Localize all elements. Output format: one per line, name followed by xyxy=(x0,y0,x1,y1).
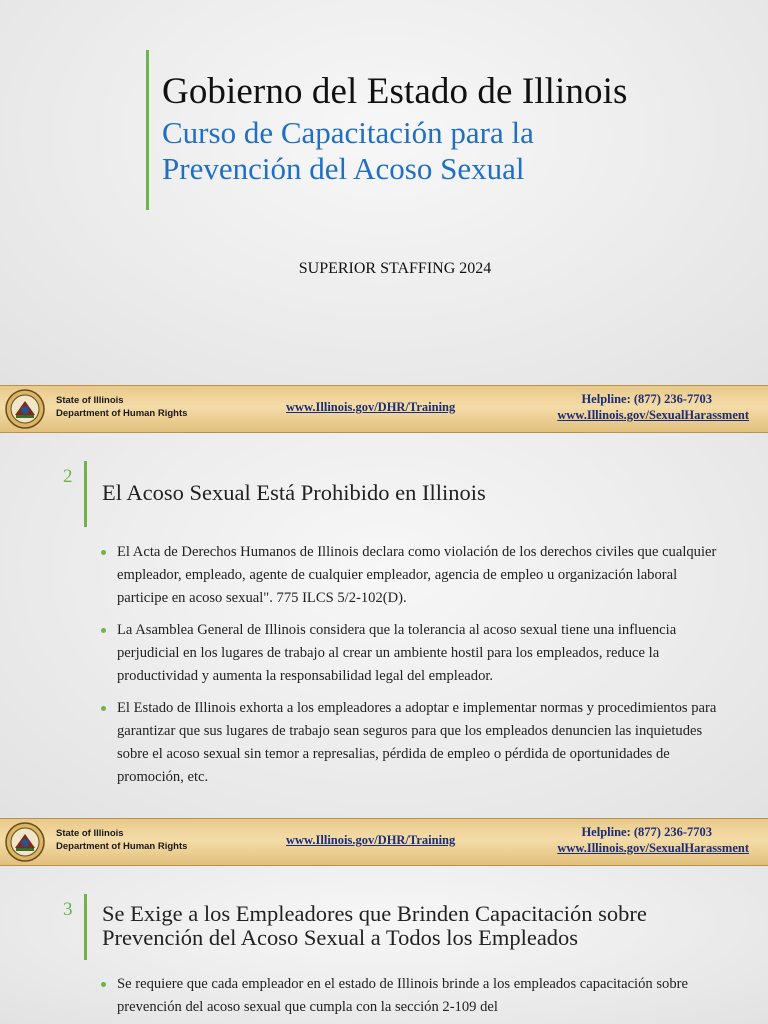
org-line-1: State of Illinois xyxy=(56,395,124,406)
bullet-list xyxy=(101,973,721,1024)
list-item: El Acta de Derechos Humanos de Illinois declara como violación de los derechos civiles que cualquier empleador, empleado, agente de cualquier empleador, agencia de empleo u organización laboral participe en acoso sexual". 775 ILCS 5/2-102(D). xyxy=(101,541,721,610)
dhr-footer-banner xyxy=(0,385,768,433)
training-link[interactable]: www.Illinois.gov/DHR/Training xyxy=(286,400,456,414)
org-line-2: Department of Human Rights xyxy=(56,408,188,419)
slide-title xyxy=(102,481,486,505)
org-name xyxy=(56,827,187,853)
slide-title xyxy=(102,902,647,950)
title-accent-bar xyxy=(146,50,149,210)
sexual-harassment-link[interactable]: www.Illinois.gov/SexualHarassment xyxy=(557,841,749,855)
illinois-seal-icon xyxy=(5,822,45,862)
title-slide xyxy=(0,0,768,385)
title-accent-bar xyxy=(84,894,87,960)
title-accent-bar xyxy=(84,461,87,527)
subtitle-line-1: Curso de Capacitación para la xyxy=(162,115,534,150)
org-name xyxy=(56,394,187,420)
slide-number: 3 xyxy=(63,899,73,920)
slide-title-line-2: Prevención del Acoso Sexual a Todos los Empleados xyxy=(102,925,579,950)
list-item: La Asamblea General de Illinois considera que la tolerancia al acoso sexual tiene una influencia perjudicial en los lugares de trabajo al crear un ambiente hostil para los empleados, reduce la productividad y aumenta la responsabilidad legal del empleador. xyxy=(101,619,721,688)
slide-title: Gobierno del Estado de Illinois xyxy=(162,71,628,112)
content-slide-3 xyxy=(0,866,768,1024)
org-line-2: Department of Human Rights xyxy=(56,841,188,852)
helpline-text: Helpline: (877) 236-7703 xyxy=(581,825,712,839)
list-item: Se requiere que cada empleador en el estado de Illinois brinde a los empleados capacitación sobre prevención del acoso sexual que cumpla con la sección 2-109 del xyxy=(101,973,721,1019)
company-name: SUPERIOR STAFFING 2024 xyxy=(298,260,492,277)
bullet-list xyxy=(101,541,721,798)
training-link[interactable]: www.Illinois.gov/DHR/Training xyxy=(286,833,456,847)
dhr-footer-banner xyxy=(0,818,768,866)
slide-title-line-1: Se Exige a los Empleadores que Brinden Capacitación sobre xyxy=(102,901,647,926)
illinois-seal-icon xyxy=(5,389,45,429)
slide-subtitle xyxy=(162,115,534,187)
helpline-text: Helpline: (877) 236-7703 xyxy=(581,392,712,406)
content-slide-2 xyxy=(0,433,768,818)
sexual-harassment-link[interactable]: www.Illinois.gov/SexualHarassment xyxy=(557,408,749,422)
list-item: El Estado de Illinois exhorta a los empleadores a adoptar e implementar normas y procedimientos para garantizar que sus lugares de trabajo sean seguros para que los empleados denuncien las inquietudes sobre el acoso sexual sin temor a represalias, pérdida de empleo o pérdida de oportunidades de promoción, etc. xyxy=(101,697,721,789)
org-line-1: State of Illinois xyxy=(56,828,124,839)
subtitle-line-2: Prevención del Acoso Sexual xyxy=(162,151,525,186)
slide-title-text: El Acoso Sexual Está Prohibido en Illinois xyxy=(102,480,486,505)
slide-number: 2 xyxy=(63,466,73,487)
